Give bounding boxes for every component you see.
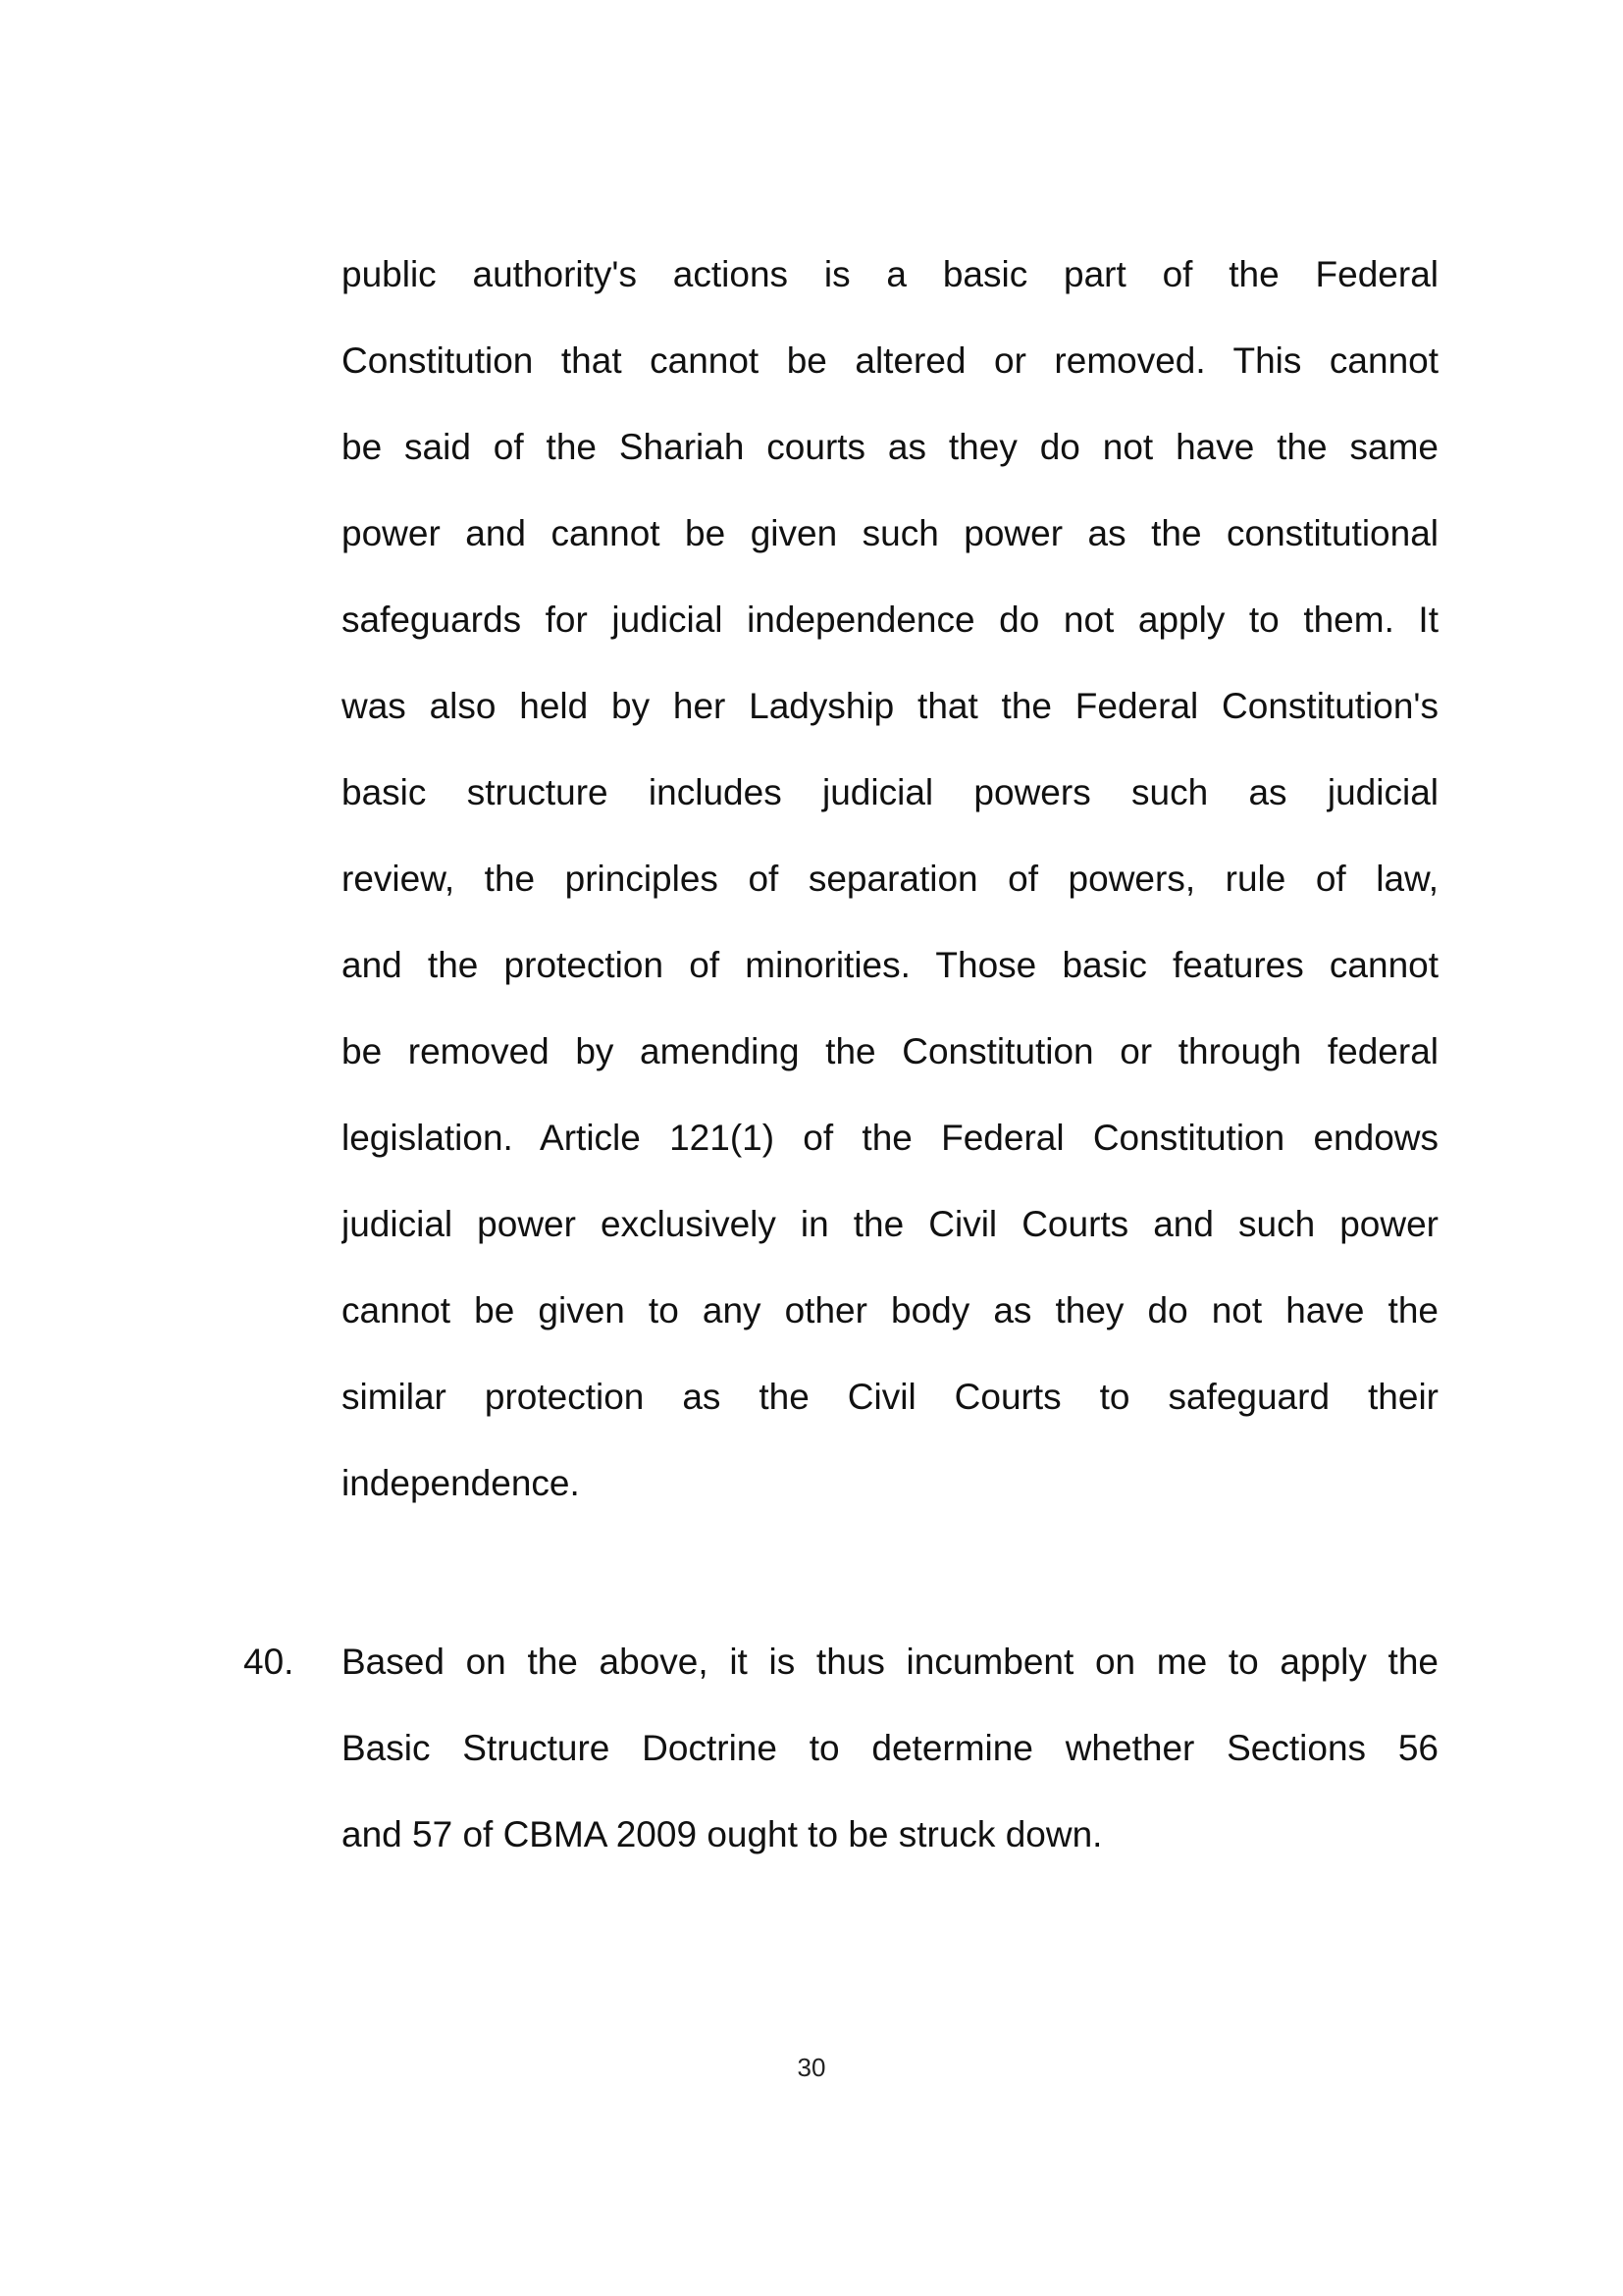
paragraph-line: similar protection as the Civil Courts to safeguard their [341, 1377, 1439, 1417]
paragraph-line: be said of the Shariah courts as they do not have the same [341, 427, 1439, 467]
paragraph-line: review, the principles of separation of powers, rule of law, [341, 859, 1439, 899]
paragraph-line: basic structure includes judicial powers such as judicial [341, 772, 1439, 812]
paragraph-line: independence. [341, 1463, 580, 1503]
paragraph-line: judicial power exclusively in the Civil Courts and such power [341, 1204, 1439, 1244]
paragraph-line: Based on the above, it is thus incumbent on me to apply the [341, 1642, 1439, 1682]
paragraph-line: Constitution that cannot be altered or removed. This cannot [341, 340, 1439, 381]
paragraph-line: cannot be given to any other body as they do not have the [341, 1290, 1439, 1331]
paragraph-line: Basic Structure Doctrine to determine whether Sections 56 [341, 1728, 1439, 1768]
paragraph-line: and 57 of CBMA 2009 ought to be struck down. [341, 1814, 1103, 1854]
paragraph-line: was also held by her Ladyship that the Federal Constitution's [341, 686, 1439, 726]
paragraph-line: and the protection of minorities. Those basic features cannot [341, 945, 1439, 985]
paragraph-line: legislation. Article 121(1) of the Federal Constitution endows [341, 1118, 1439, 1158]
paragraph-line: power and cannot be given such power as the constitutional [341, 513, 1439, 553]
page-number: 30 [797, 2053, 826, 2082]
paragraph-line: safeguards for judicial independence do not apply to them. It [341, 600, 1439, 640]
paragraph-line: public authority's actions is a basic part of the Federal [341, 254, 1439, 294]
paragraph-line: be removed by amending the Constitution or through federal [341, 1031, 1439, 1071]
paragraph-number: 40. [243, 1642, 294, 1682]
